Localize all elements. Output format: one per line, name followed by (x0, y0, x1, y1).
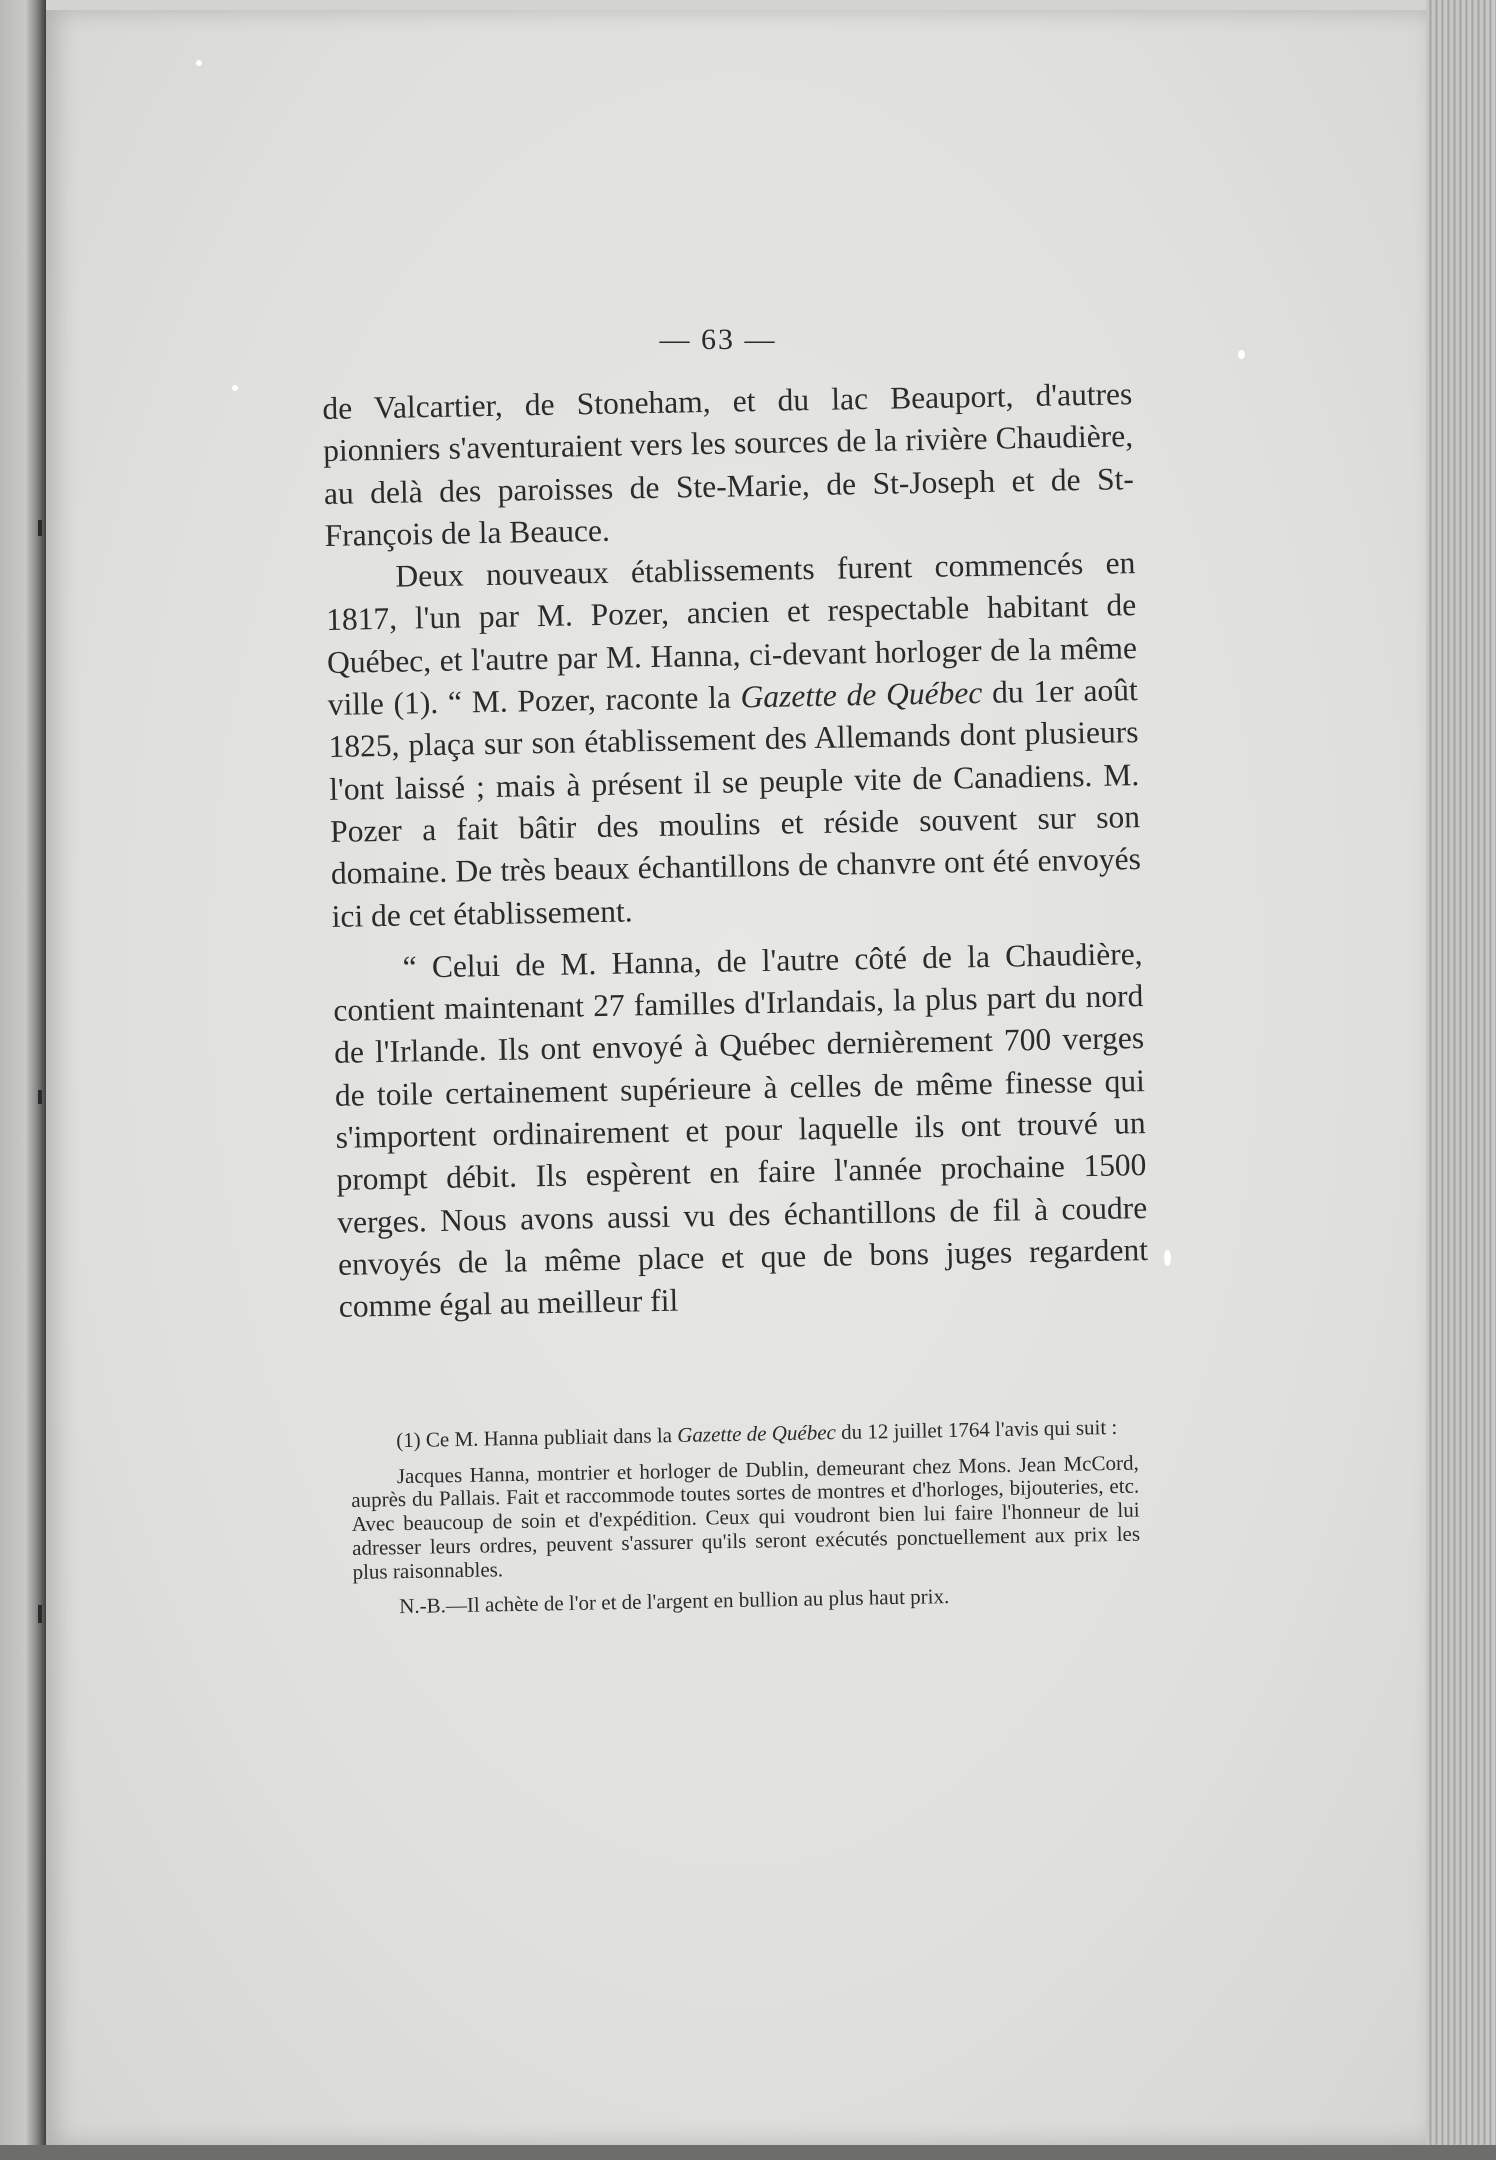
newspaper-title: Gazette de Québec (740, 675, 983, 715)
paragraph-2 (325, 542, 1142, 937)
page-number: — 63 — (659, 323, 777, 356)
paragraph-3: “ Celui de M. Hanna, de l'autre côté de la Chaudière, contient maintenant 27 familles d'Irlandais, la plus part du nord de l'Irlande. Ils ont envoyé à Québec dernièrement 700 verges de toile certainement supérieure à celles de même finesse qui s'importent ordinairement et pour laquelle ils ont trouvé un prompt débit. Ils espèrent en faire l'année prochaine 1500 verges. Nous avons aussi vu des échantillons de fil à coudre envoyés de la même place et que de bons juges regardent comme égal au meilleur fil (333, 935, 1149, 1325)
paragraph-2-text-a: Deux nouveaux établissements furent commencés en 1817, l'un par M. Pozer, ancien et respectable habitant de Québec, et l'autre par M. Hanna, ci-devant horloger de la même ville (1). “ M. Pozer, raconte la (325, 545, 1138, 723)
footnote-newspaper-title: Gazette de Québec (677, 1420, 837, 1448)
footnote-1-text-b: du 12 juillet 1764 l'avis qui suit : (835, 1414, 1118, 1445)
footnote-1 (350, 1416, 1138, 1454)
footnote-1-text-a: (1) Ce M. Hanna publiait dans la (395, 1423, 678, 1453)
body-text (322, 373, 1149, 1328)
paragraph-2-text-b: du 1er août 1825, plaça sur son établissement des Allemands dont plusieurs l'ont laissé ; mais à présent il se peuple vite de Canadiens. M. Pozer a fait bâtir des moulins et réside souvent sur son domaine. De très beaux échantillons de chanvre ont été envoyés ici de cet établissement. (328, 672, 1142, 934)
footnote-advert: Jacques Hanna, montrier et horloger de Dublin, demeurant chez Mons. Jean McCord, auprès du Pallais. Fait et raccommode toutes sortes de montres et d'horloges, bijouteries, etc. Avec beaucoup de soin et d'expédition. Ceux qui voudront bien lui faire l'honneur de lui adresser leurs ordres, peuvent s'assurer qu'ils seront exécutés ponctuellement aux prix les plus raisonnables. (351, 1450, 1141, 1584)
paragraph-1: de Valcartier, de Stoneham, et du lac Beauport, d'autres pionniers s'aventuraient vers les sources de la rivière Chaudière, au delà des paroisses de Ste-Marie, de St-Joseph et de St-François de la Beauce. (322, 376, 1135, 553)
footnotes (350, 1416, 1141, 1620)
footnote-nb: N.-B.—Il achète de l'or et de l'argent en bullion au plus haut prix. (399, 1584, 950, 1619)
